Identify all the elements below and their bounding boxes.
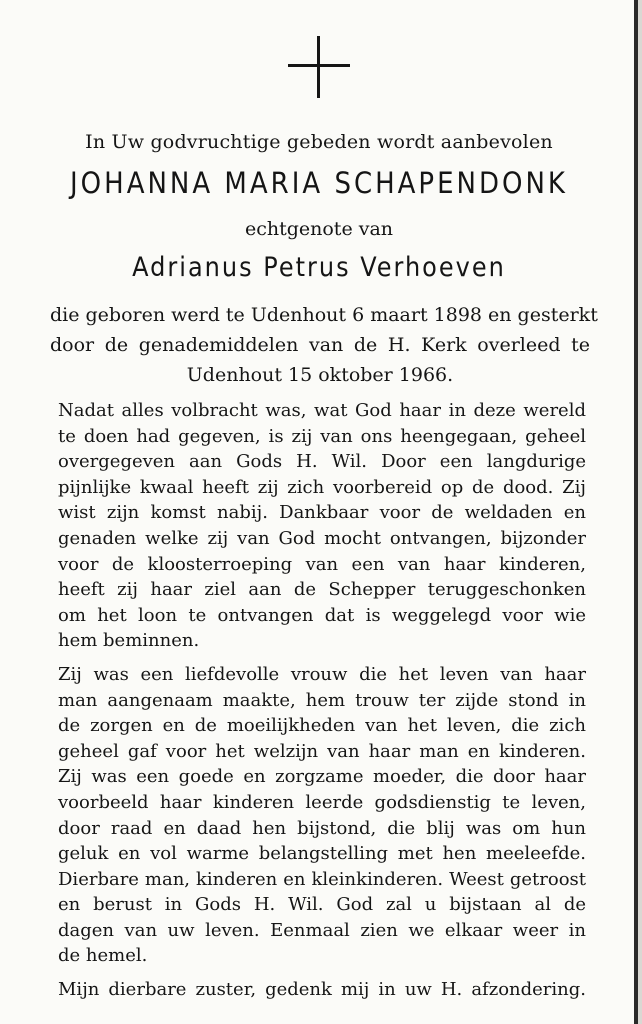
text-line: de hemel. [58, 945, 148, 967]
paragraph-2 [58, 662, 586, 969]
text-line: geheel gaf voor het welzijn van haar man en kinderen. [58, 740, 586, 762]
text-line: om het loon te ontvangen dat is weggelegd voor wie [58, 604, 586, 626]
spouse-label: echtgenote van [244, 218, 394, 240]
body-text [58, 398, 586, 1011]
intro-line: In Uw godvruchtige gebeden wordt aanbevolen [85, 131, 553, 153]
text-line: hem beminnen. [58, 630, 200, 652]
text-line: te doen had gegeven, is zij van ons heengegaan, geheel [58, 425, 586, 447]
text-line: Nadat alles volbracht was, wat God haar in deze wereld [58, 400, 586, 421]
text-line: dagen van uw leven. Eenmaal zien we elkaar weer in [58, 919, 586, 941]
text-line: de zorgen en de moeilijkheden van het leven, die zich [58, 715, 586, 737]
text-line: pijnlijke kwaal heeft zij zich voorbereid op de dood. Zij [58, 476, 586, 498]
text-line: genaden welke zij van God mocht ontvangen, bijzonder [58, 527, 586, 549]
text-line: voorbeeld haar kinderen leerde godsdienstig te leven, [58, 791, 586, 813]
bio-line: Udenhout 15 oktober 1966. [186, 364, 454, 386]
text-line: Mijn dierbare zuster, gedenk mij in uw H. afzondering. [58, 979, 586, 1001]
deceased-name: JOHANNA MARIA SCHAPENDONK [70, 167, 568, 201]
bio-block [50, 300, 598, 390]
bio-line: die geboren werd te Udenhout 6 maart 1898 en gesterkt [50, 304, 598, 326]
text-line: overgegeven aan Gods H. Wil. Door een langdurige [58, 451, 586, 473]
cross-icon [288, 36, 350, 98]
text-line: voor de kloosterroeping van een van haar kinderen, [58, 553, 586, 575]
bio-line: door de genademiddelen van de H. Kerk overleed te [50, 334, 590, 356]
paragraph-1 [58, 398, 586, 654]
text-line: door raad en daad hen bijstond, die blij was om hun [58, 817, 586, 839]
text-line: geluk en vol warme belangstelling met hen meeleefde. [58, 843, 586, 865]
paragraph-3 [58, 977, 586, 1003]
text-line: Dierbare man, kinderen en kleinkinderen. Weest getroost [58, 868, 586, 890]
text-line: Zij was een liefdevolle vrouw die het leven van haar [58, 663, 586, 685]
text-line: Zij was een goede en zorgzame moeder, die door haar [58, 766, 586, 788]
text-line: heeft zij haar ziel aan de Schepper teruggeschonken [58, 579, 586, 601]
text-line: wist zijn komst nabij. Dankbaar voor de weldaden en [58, 502, 586, 524]
text-line: en berust in Gods H. Wil. God zal u bijstaan al de [58, 894, 586, 916]
text-line: man aangenaam maakte, hem trouw ter zijde stond in [58, 689, 586, 711]
spouse-name: Adrianus Petrus Verhoeven [132, 251, 506, 283]
